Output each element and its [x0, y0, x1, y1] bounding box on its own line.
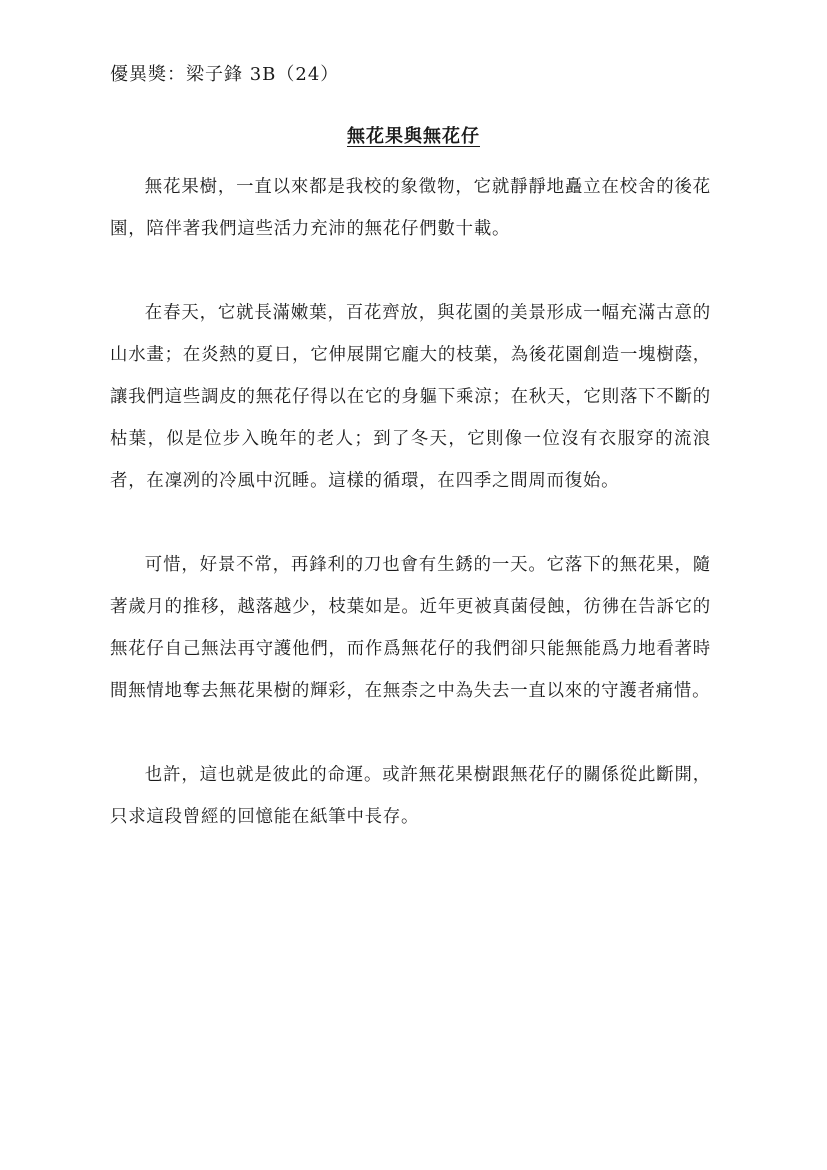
essay-body [110, 166, 711, 838]
essay-paragraph: 也許，這也就是彼此的命運。或許無花果樹跟無花仔的關係從此斷開，只求這段曾經的回憶能在紙筆中長存。 [110, 765, 711, 827]
essay-paragraph: 在春天，它就長滿嫩葉，百花齊放，與花園的美景形成一幅充滿古意的山水畫；在炎熱的夏日，它伸展開它龐大的枝葉，為後花園創造一塊樹蔭，讓我們這些調皮的無花仔得以在它的身軀下乘涼；在秋天，它則落下不斷的枯葉，似是位步入晚年的老人；到了冬天，它則像一位沒有衣服穿的流浪者，在凜冽的冷風中沉睡。這樣的循環，在四季之間周而復始。 [110, 303, 711, 491]
essay-paragraph: 可惜，好景不常，再鋒利的刀也會有生銹的一天。它落下的無花果，隨著歲月的推移，越落越少，枝葉如是。近年更被真菌侵蝕，彷彿在告訴它的無花仔自己無法再守護他們，而作爲無花仔的我們卻只能無能爲力地看著時間無情地奪去無花果樹的輝彩，在無柰之中為失去一直以來的守護者痛惜。 [110, 555, 711, 701]
essay-paragraph: 無花果樹，一直以來都是我校的象徵物，它就靜靜地矗立在校舍的後花園，陪伴著我們這些活力充沛的無花仔們數十載。 [110, 177, 711, 239]
essay-title: 無花果與無花仔 [347, 126, 480, 147]
award-line: 優異獎：梁子鋒 3B（24） [110, 64, 340, 85]
